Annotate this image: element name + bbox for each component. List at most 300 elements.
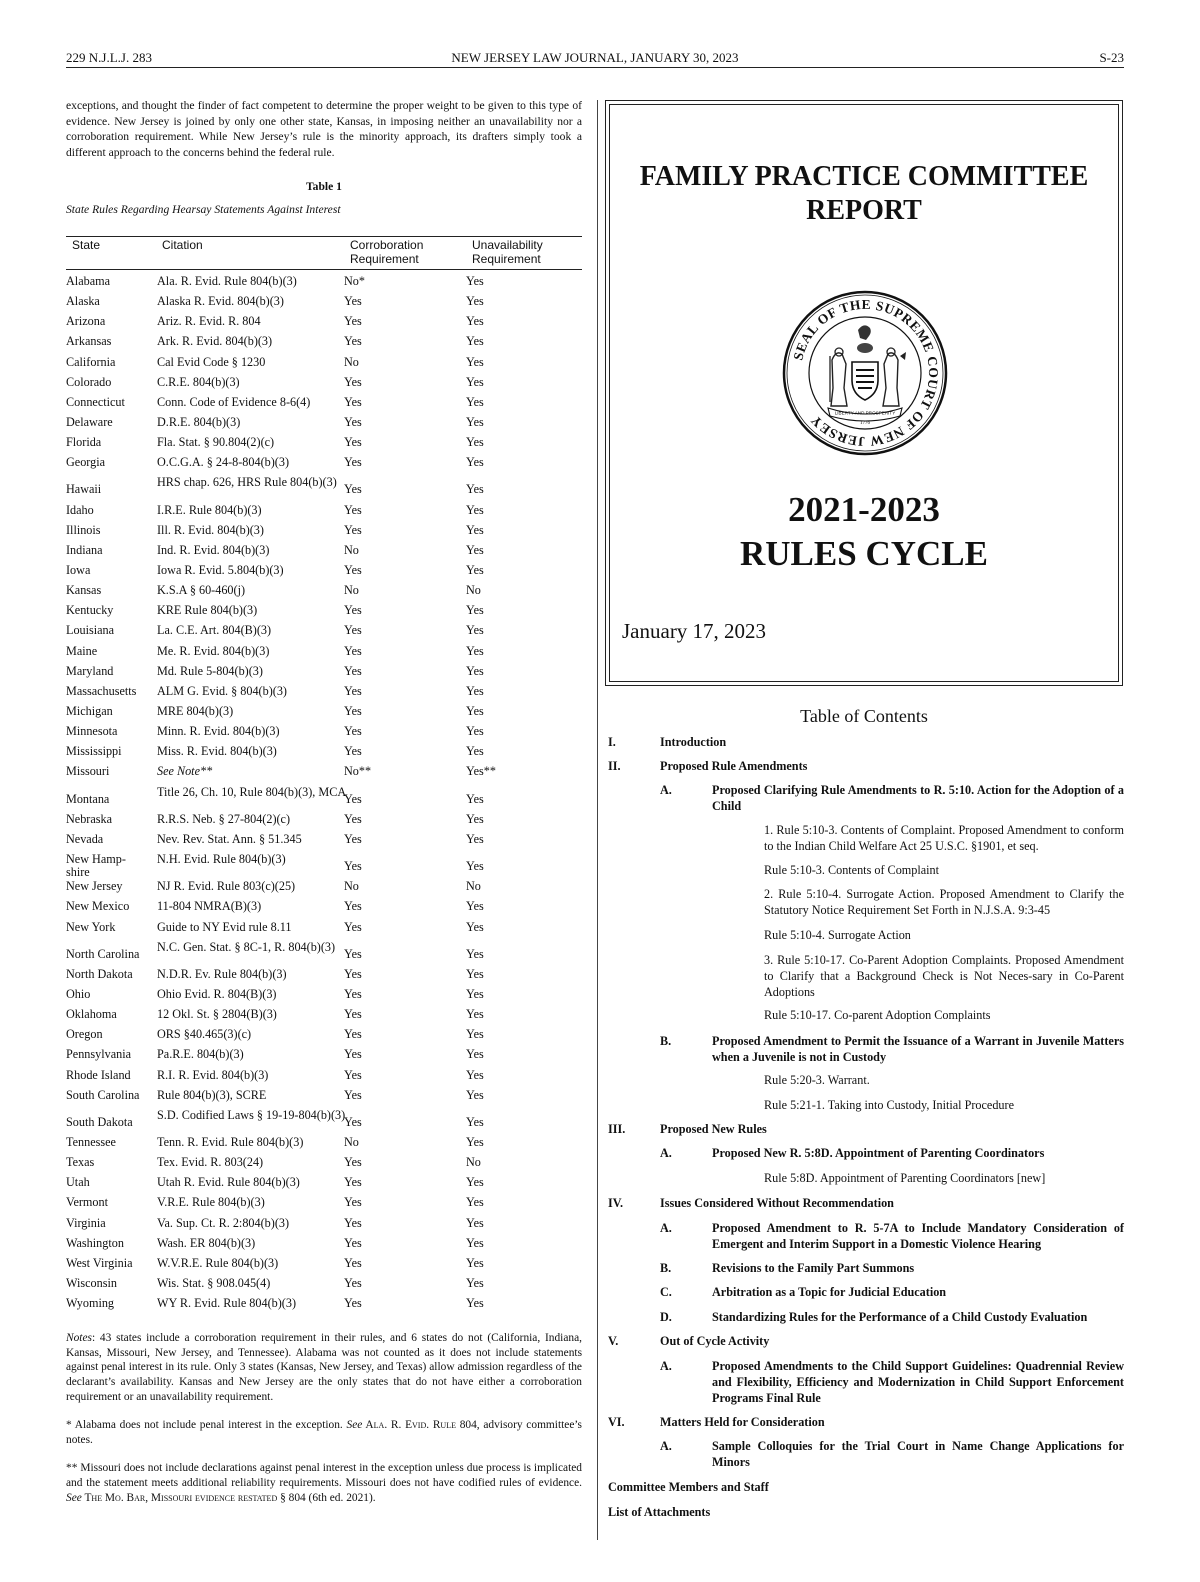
table-row <box>66 725 582 745</box>
toc-item: Proposed Rule Amendments <box>660 759 808 773</box>
cell-citation: Conn. Code of Evidence 8-6(4) <box>157 394 311 409</box>
toc-item-number: III. <box>608 1122 626 1136</box>
cell-citation: Va. Sup. Ct. R. 2:804(b)(3) <box>157 1215 290 1230</box>
toc-item-number: D. <box>660 1310 672 1324</box>
cell-state: Nebraska <box>66 811 113 826</box>
table-row <box>66 765 582 785</box>
cell-unavailability: Yes** <box>466 764 496 779</box>
cell-corroboration: Yes <box>344 744 362 759</box>
cell-unavailability: Yes <box>466 683 484 698</box>
cell-citation: O.C.G.A. § 24-8-804(b)(3) <box>157 455 290 470</box>
cell-corroboration: Yes <box>344 294 362 309</box>
cell-citation: D.R.E. 804(b)(3) <box>157 414 241 429</box>
cell-corroboration: Yes <box>344 704 362 718</box>
column-header-unavailability-line2: Requirement <box>472 252 541 266</box>
cell-corroboration: Yes <box>344 1275 362 1290</box>
cell-citation: V.R.E. Rule 804(b)(3) <box>157 1195 265 1210</box>
table-row <box>66 988 582 1008</box>
cell-corroboration: Yes <box>344 1007 362 1022</box>
cell-citation: 12 Okl. St. § 2804(B)(3) <box>157 1007 277 1022</box>
cell-citation: Me. R. Evid. 804(b)(3) <box>157 643 270 658</box>
toc-item-number: I. <box>608 735 616 749</box>
cell-corroboration: Yes <box>344 1296 362 1311</box>
cell-citation: See Note** <box>157 764 213 779</box>
cell-citation: 11-804 NMRA(B)(3) <box>157 899 262 914</box>
table-notes <box>66 1331 582 1505</box>
cell-citation: R.R.S. Neb. § 27-804(2)(c) <box>157 811 291 826</box>
rules-cycle-heading <box>609 488 1119 576</box>
footnote-missouri-cite: The Mo. Bar, Missouri evidence restated <box>81 1491 278 1504</box>
toc-item-number: A. <box>660 1439 672 1453</box>
cell-unavailability: Yes <box>466 831 484 846</box>
cell-corroboration: Yes <box>344 1087 362 1102</box>
cell-corroboration: Yes <box>344 603 362 618</box>
report-title <box>609 160 1119 228</box>
cell-state: Washington <box>66 1235 124 1250</box>
toc-item: 2. Rule 5:10-4. Surrogate Action. Proposed Amendment to Clarify the Statutory Notice Requirement Set Forth in N.J.S.A. 9:3-45 <box>764 887 1124 917</box>
cell-unavailability: No <box>466 879 481 894</box>
cell-corroboration: Yes <box>344 1114 362 1129</box>
table-row <box>66 1297 582 1317</box>
table-row <box>66 1109 582 1136</box>
cell-state: Indiana <box>66 542 103 557</box>
cell-citation: Md. Rule 5-804(b)(3) <box>157 663 263 678</box>
cell-corroboration: Yes <box>344 1255 362 1270</box>
cell-citation: ALM G. Evid. § 804(b)(3) <box>157 683 287 698</box>
footnote-alabama-cite: Ala. R. Evid. Rule <box>362 1419 456 1432</box>
cell-corroboration: Yes <box>344 859 362 874</box>
table-row <box>66 1089 582 1109</box>
toc-item-number: B. <box>660 1261 672 1275</box>
toc-item: Out of Cycle Activity <box>660 1334 770 1348</box>
cell-citation: Nev. Rev. Stat. Ann. § 51.345 <box>157 831 302 846</box>
toc-item: Arbitration as a Topic for Judicial Education <box>712 1285 947 1299</box>
cell-citation: I.R.E. Rule 804(b)(3) <box>157 502 262 517</box>
cell-unavailability: Yes <box>466 966 484 981</box>
column-header-citation: Citation <box>162 238 203 252</box>
toc-item: Matters Held for Consideration <box>660 1415 825 1429</box>
header-rule <box>66 67 1124 68</box>
table-row <box>66 941 582 968</box>
cell-citation: Wash. ER 804(b)(3) <box>157 1235 256 1250</box>
cell-corroboration: Yes <box>344 1047 362 1062</box>
cell-state: Maryland <box>66 663 114 678</box>
toc-item: Rule 5:21-1. Taking into Custody, Initial Procedure <box>764 1098 1014 1112</box>
cell-citation: W.V.R.E. Rule 804(b)(3) <box>157 1255 279 1270</box>
cell-unavailability: Yes <box>466 563 484 578</box>
table-row <box>66 436 582 456</box>
cell-corroboration: Yes <box>344 919 362 934</box>
cell-state: New Hamp-shire <box>66 852 126 879</box>
cell-unavailability: Yes <box>466 334 484 349</box>
cell-corroboration: Yes <box>344 1195 362 1210</box>
cell-citation: Miss. R. Evid. 804(b)(3) <box>157 744 277 759</box>
cell-citation: NJ R. Evid. Rule 803(c)(25) <box>157 879 296 894</box>
cell-unavailability: Yes <box>466 542 484 557</box>
cell-state: Massachusetts <box>66 683 137 698</box>
toc-item: Proposed Clarifying Rule Amendments to R. 5:10. Action for the Adoption of a Child <box>712 783 1124 813</box>
toc-item: Proposed New R. 5:8D. Appointment of Parenting Coordinators <box>712 1146 1045 1160</box>
cell-citation: C.R.E. 804(b)(3) <box>157 374 240 389</box>
cell-unavailability: Yes <box>466 791 484 806</box>
cell-citation: Cal Evid Code § 1230 <box>157 354 266 369</box>
notes-label: Notes <box>66 1332 92 1345</box>
report-date: January 17, 2023 <box>622 619 767 643</box>
cell-corroboration: Yes <box>344 986 362 1001</box>
header-publication: NEW JERSEY LAW JOURNAL, JANUARY 30, 2023 <box>451 50 739 65</box>
cell-state: Ohio <box>66 986 91 1001</box>
cell-state: North Dakota <box>66 966 133 981</box>
cell-state: South Dakota <box>66 1114 133 1129</box>
column-divider <box>597 100 598 1540</box>
cell-unavailability: Yes <box>466 859 484 874</box>
cell-unavailability: Yes <box>466 522 484 537</box>
column-header-corroboration <box>350 238 423 266</box>
table-row <box>66 376 582 396</box>
cell-state: Alaska <box>66 294 100 309</box>
cell-state: Kentucky <box>66 603 114 618</box>
table-row <box>66 356 582 376</box>
toc-item: Proposed Amendments to the Child Support Guidelines: Quadrennial Review and Flexibility, Efficiency and Modernization in Child Support Enforcement Programs Final Rule <box>712 1359 1124 1405</box>
footnote-missouri-signal: See <box>66 1491 82 1504</box>
cell-unavailability: Yes <box>466 274 484 288</box>
table-row <box>66 624 582 644</box>
cell-corroboration: Yes <box>344 1027 362 1042</box>
cell-unavailability: Yes <box>466 986 484 1001</box>
cell-unavailability: Yes <box>466 643 484 658</box>
toc-item: Rule 5:20-3. Warrant. <box>764 1073 870 1087</box>
table-row <box>66 1156 582 1176</box>
cell-unavailability: Yes <box>466 946 484 961</box>
cell-unavailability: Yes <box>466 374 484 389</box>
cell-citation: KRE Rule 804(b)(3) <box>157 603 258 618</box>
table-row <box>66 665 582 685</box>
cell-state: Arizona <box>66 314 106 329</box>
cell-corroboration: Yes <box>344 1235 362 1250</box>
table-row <box>66 745 582 765</box>
cell-state: Minnesota <box>66 724 118 739</box>
cell-state: Colorado <box>66 374 112 389</box>
toc-item: Rule 5:10-4. Surrogate Action <box>764 928 911 942</box>
cell-corroboration: Yes <box>344 455 362 470</box>
table-row <box>66 476 582 503</box>
seal-text: SEAL OF THE SUPREME COURT OF NEW JERSEY <box>790 296 942 450</box>
new-jersey-supreme-court-seal-icon <box>782 290 948 456</box>
table-row <box>66 1008 582 1028</box>
table-row <box>66 813 582 833</box>
cell-citation: Ind. R. Evid. 804(b)(3) <box>157 542 270 557</box>
cell-corroboration: Yes <box>344 683 362 698</box>
cell-citation: Fla. Stat. § 90.804(2)(c) <box>157 435 275 450</box>
table-row <box>66 1277 582 1297</box>
cell-corroboration: Yes <box>344 1067 362 1082</box>
toc-item-number: II. <box>608 759 621 773</box>
cell-unavailability: Yes <box>466 1195 484 1210</box>
cell-citation: Utah R. Evid. Rule 804(b)(3) <box>157 1175 300 1190</box>
cell-unavailability: Yes <box>466 663 484 678</box>
cell-unavailability: Yes <box>466 1255 484 1270</box>
table-header <box>66 237 582 269</box>
table-row <box>66 1237 582 1257</box>
table-row <box>66 1136 582 1156</box>
cell-citation: Ark. R. Evid. 804(b)(3) <box>157 334 273 349</box>
cell-unavailability: Yes <box>466 1067 484 1082</box>
cell-citation: Wis. Stat. § 908.045(4) <box>157 1275 271 1290</box>
cell-state: Illinois <box>66 522 101 537</box>
table-row <box>66 900 582 920</box>
cell-corroboration: Yes <box>344 899 362 914</box>
cell-unavailability: Yes <box>466 482 484 497</box>
cell-unavailability: Yes <box>466 704 484 718</box>
cell-unavailability: Yes <box>466 1087 484 1102</box>
cell-corroboration: Yes <box>344 374 362 389</box>
cell-unavailability: Yes <box>466 1027 484 1042</box>
cell-state: Florida <box>66 435 102 450</box>
cell-unavailability: Yes <box>466 744 484 759</box>
table-row <box>66 396 582 416</box>
cell-citation: Pa.R.E. 804(b)(3) <box>157 1047 244 1062</box>
footnote-missouri <box>66 1461 582 1505</box>
table-title: Table 1 <box>306 180 342 193</box>
cell-state: California <box>66 354 116 369</box>
column-header-corroboration-line2: Requirement <box>350 252 419 266</box>
column-header-state: State <box>72 238 101 252</box>
cell-citation: Ill. R. Evid. 804(b)(3) <box>157 522 264 537</box>
toc-item: Proposed Amendment to R. 5-7A to Include Mandatory Consideration of Emergent and Interim Support in a Domestic Violence Hearing <box>712 1221 1124 1251</box>
cell-unavailability: Yes <box>466 1235 484 1250</box>
cell-citation: Tex. Evid. R. 803(24) <box>157 1155 264 1170</box>
cell-state: Hawaii <box>66 482 102 497</box>
table-row <box>66 968 582 988</box>
cell-citation: Tenn. R. Evid. Rule 804(b)(3) <box>157 1135 304 1149</box>
table-row <box>66 1217 582 1237</box>
footnote-alabama-signal: See <box>346 1419 363 1432</box>
cell-citation: WY R. Evid. Rule 804(b)(3) <box>157 1296 297 1311</box>
table-row <box>66 456 582 476</box>
toc-item: Rule 5:10-3. Contents of Complaint <box>764 863 940 877</box>
cell-state: Alabama <box>66 274 110 288</box>
cell-corroboration: Yes <box>344 522 362 537</box>
cell-unavailability: Yes <box>466 1114 484 1129</box>
cell-citation: N.D.R. Ev. Rule 804(b)(3) <box>157 966 287 981</box>
cell-unavailability: Yes <box>466 435 484 450</box>
table-row <box>66 921 582 941</box>
table-row <box>66 786 582 813</box>
toc-item: Committee Members and Staff <box>608 1480 769 1494</box>
rules-cycle-years: 2021-2023 <box>788 490 940 529</box>
toc-item: Rule 5:10-17. Co-parent Adoption Complaints <box>764 1008 991 1022</box>
cell-state: Tennessee <box>66 1135 116 1149</box>
cell-corroboration: No <box>344 583 359 598</box>
cell-state: Rhode Island <box>66 1067 131 1082</box>
cell-corroboration: Yes <box>344 314 362 329</box>
cell-state: Utah <box>66 1175 90 1190</box>
cell-state: Louisiana <box>66 623 115 638</box>
toc-item: Revisions to the Family Part Summons <box>712 1261 915 1275</box>
column-header-unavailability <box>472 238 543 266</box>
cell-unavailability: Yes <box>466 414 484 429</box>
left-column <box>66 98 582 1505</box>
cell-corroboration: Yes <box>344 724 362 739</box>
cell-corroboration: Yes <box>344 643 362 658</box>
cell-state: Oregon <box>66 1027 103 1042</box>
toc-item: Sample Colloquies for the Trial Court in Name Change Applications for Minors <box>712 1439 1124 1469</box>
cell-state: North Carolina <box>66 946 140 961</box>
toc-item-number: A. <box>660 1146 672 1160</box>
report-title-line2: REPORT <box>806 195 922 226</box>
footnote-alabama-text: * Alabama does not include penal interest in the exception. <box>66 1419 347 1432</box>
cell-unavailability: Yes <box>466 354 484 369</box>
table-row <box>66 1257 582 1277</box>
table-row <box>66 705 582 725</box>
table-row <box>66 880 582 900</box>
cell-corroboration: Yes <box>344 482 362 497</box>
cell-citation: HRS chap. 626, HRS Rule 804(b)(3) <box>157 475 337 490</box>
cell-corroboration: Yes <box>344 394 362 409</box>
toc-item-number: A. <box>660 1359 672 1373</box>
column-header-corroboration-line1: Corroboration <box>350 238 424 252</box>
running-header <box>66 50 1124 68</box>
toc-item: List of Attachments <box>608 1505 711 1519</box>
cell-state: Delaware <box>66 414 113 429</box>
header-page-number: S-23 <box>1099 50 1124 65</box>
cell-unavailability: Yes <box>466 1007 484 1022</box>
cell-unavailability: No <box>466 1155 481 1170</box>
cell-citation: Alaska R. Evid. 804(b)(3) <box>157 294 284 309</box>
cell-corroboration: No* <box>344 274 365 288</box>
table-row <box>66 416 582 436</box>
cell-unavailability: Yes <box>466 394 484 409</box>
cell-citation: Ala. R. Evid. Rule 804(b)(3) <box>157 274 297 288</box>
cell-state: Connecticut <box>66 394 125 409</box>
cell-corroboration: No <box>344 1135 359 1149</box>
cell-citation: N.C. Gen. Stat. § 8C-1, R. 804(b)(3) <box>157 939 336 954</box>
cell-corroboration: Yes <box>344 334 362 349</box>
cell-citation: Ariz. R. Evid. R. 804 <box>157 314 261 329</box>
cell-corroboration: Yes <box>344 502 362 517</box>
cell-citation: Title 26, Ch. 10, Rule 804(b)(3), MCA <box>157 784 347 799</box>
cell-state: Vermont <box>66 1195 108 1210</box>
toc-item: 3. Rule 5:10-17. Co-Parent Adoption Complaints. Proposed Amendment to Clarify that a Background Check is Not Neces-sary in Co-Parent Adoptions <box>764 953 1124 999</box>
header-citation: 229 N.J.L.J. 283 <box>66 50 152 65</box>
cell-corroboration: No <box>344 542 359 557</box>
cell-unavailability: Yes <box>466 314 484 329</box>
table-row <box>66 1176 582 1196</box>
cell-state: New Mexico <box>66 899 130 914</box>
toc-item: Issues Considered Without Recommendation <box>660 1196 894 1210</box>
table-row <box>66 833 582 853</box>
toc-item: Standardizing Rules for the Performance of a Child Custody Evaluation <box>712 1310 1088 1324</box>
toc-item-number: B. <box>660 1034 672 1048</box>
cell-corroboration: Yes <box>344 663 362 678</box>
cell-state: Wyoming <box>66 1296 115 1311</box>
cell-state: West Virginia <box>66 1255 133 1270</box>
cell-corroboration: Yes <box>344 831 362 846</box>
cell-state: Michigan <box>66 704 113 718</box>
cell-unavailability: Yes <box>466 1047 484 1062</box>
cell-citation: K.S.A § 60-460(j) <box>157 583 246 598</box>
cell-state: Maine <box>66 643 98 658</box>
table-row <box>66 544 582 564</box>
cell-unavailability: Yes <box>466 603 484 618</box>
column-header-unavailability-line1: Unavailability <box>472 238 543 252</box>
cell-state: Missouri <box>66 764 110 779</box>
cell-citation: Iowa R. Evid. 5.804(b)(3) <box>157 563 284 578</box>
cell-unavailability: Yes <box>466 724 484 739</box>
cell-state: Mississippi <box>66 744 122 759</box>
cell-corroboration: No <box>344 354 359 369</box>
seal-year-text: 1776 <box>860 421 870 426</box>
toc-item: Introduction <box>660 735 727 749</box>
seal-banner-text: LIBERTY AND PROSPERITY <box>834 410 896 416</box>
cell-corroboration: Yes <box>344 811 362 826</box>
report-title-line1: FAMILY PRACTICE COMMITTEE <box>639 161 1089 192</box>
cell-citation: Minn. R. Evid. 804(b)(3) <box>157 724 280 739</box>
table-row <box>66 275 582 295</box>
cell-state: Idaho <box>66 502 94 517</box>
cell-corroboration: Yes <box>344 966 362 981</box>
table-subtitle: State Rules Regarding Hearsay Statements Against Interest <box>66 203 341 216</box>
cell-unavailability: Yes <box>466 455 484 470</box>
cell-unavailability: Yes <box>466 502 484 517</box>
toc-item-number: A. <box>660 783 672 797</box>
cell-citation: La. C.E. Art. 804(B)(3) <box>157 623 272 638</box>
cell-unavailability: Yes <box>466 919 484 934</box>
cell-citation: N.H. Evid. Rule 804(b)(3) <box>157 852 286 867</box>
table-row <box>66 1048 582 1068</box>
intro-paragraph: exceptions, and thought the finder of fact competent to determine the proper weight to be given to this type of evidence. New Jersey is joined by only one other state, Kansas, in imposing neither an unavailability nor a corroboration requirement. While New Jersey’s rule is the minority approach, its drafters simply took a different approach to the concerns behind the federal rule. <box>66 99 582 159</box>
cell-state: New York <box>66 919 116 934</box>
rules-cycle-label: RULES CYCLE <box>740 534 988 573</box>
toc-item: Rule 5:8D. Appointment of Parenting Coordinators [new] <box>764 1171 1046 1185</box>
cell-state: Arkansas <box>66 334 112 349</box>
toc-item: Proposed Amendment to Permit the Issuance of a Warrant in Juvenile Matters when a Juvenile is not in Custody <box>712 1034 1124 1064</box>
cell-citation: Rule 804(b)(3), SCRE <box>157 1087 267 1102</box>
table-body <box>66 275 582 1317</box>
table-row <box>66 853 582 880</box>
table-row <box>66 604 582 624</box>
cell-state: Texas <box>66 1155 95 1170</box>
cell-state: Wisconsin <box>66 1275 117 1290</box>
cell-state: Kansas <box>66 583 102 598</box>
cell-unavailability: No <box>466 583 481 598</box>
cell-corroboration: Yes <box>344 1175 362 1190</box>
cell-unavailability: Yes <box>466 1296 484 1311</box>
cell-corroboration: Yes <box>344 946 362 961</box>
table-row <box>66 645 582 665</box>
table-row <box>66 1069 582 1089</box>
table-header-rule <box>66 269 582 270</box>
footnote-missouri-tail: § 804 (6th ed. 2021). <box>277 1491 376 1504</box>
cell-corroboration: Yes <box>344 791 362 806</box>
cell-state: Iowa <box>66 563 91 578</box>
footnote-alabama <box>66 1418 582 1447</box>
cell-corroboration: Yes <box>344 623 362 638</box>
cell-state: Montana <box>66 791 110 806</box>
cell-corroboration: No** <box>344 764 372 779</box>
notes-text: : 43 states include a corroboration requirement in their rules, and 6 states do not (California, Indiana, Kansas, Missouri, New Jersey, and Tennessee). Alabama was not counted as it does not include statements against penal interest in its rule. Only 3 states (Kansas, New Jersey, and Texas) allow admission regardless of the declarant’s availability. Kansas and New Jersey are the only states that do not have either a corroboration requirement or an unavailability requirement. <box>66 1332 582 1403</box>
cell-corroboration: Yes <box>344 435 362 450</box>
cell-state: Pennsylvania <box>66 1047 131 1062</box>
toc-title: Table of Contents <box>800 706 928 726</box>
table-row <box>66 524 582 544</box>
table-row <box>66 685 582 705</box>
cell-unavailability: Yes <box>466 1135 484 1149</box>
cell-state: South Carolina <box>66 1087 140 1102</box>
cell-state: Virginia <box>66 1215 106 1230</box>
toc-item-number: A. <box>660 1221 672 1235</box>
cell-citation: ORS §40.465(3)(c) <box>157 1027 252 1042</box>
